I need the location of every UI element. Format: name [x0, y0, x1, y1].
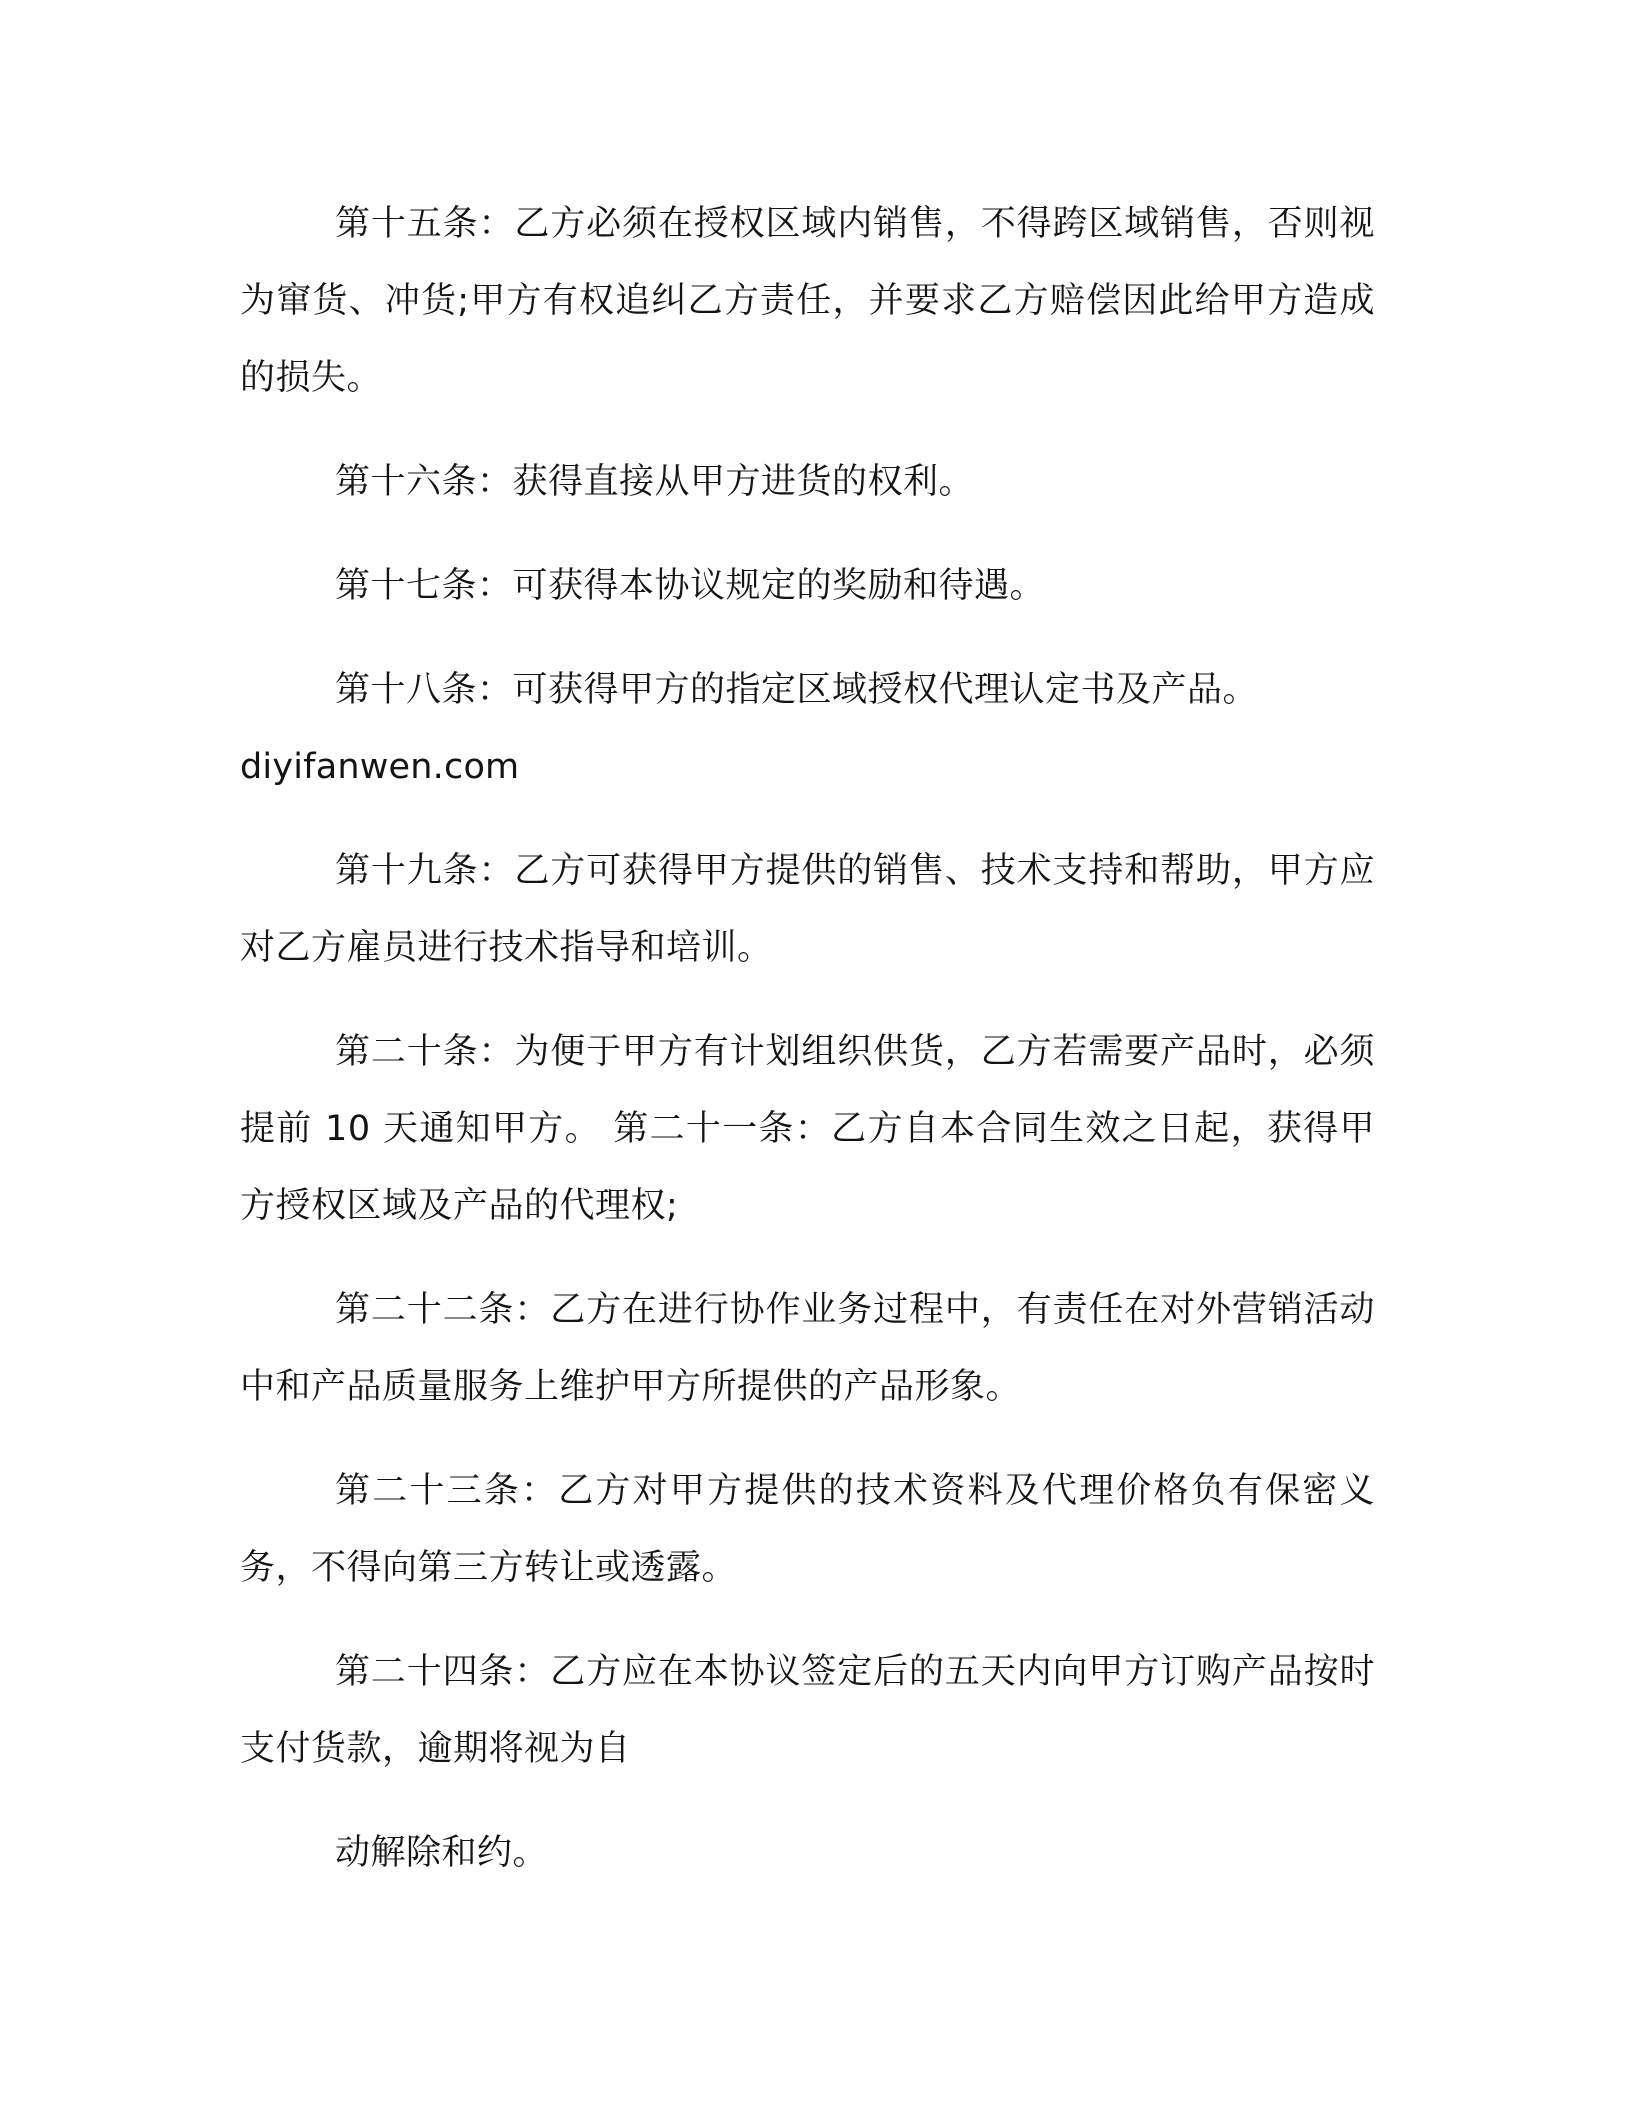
clause-15: 第十五条：乙方必须在授权区域内销售，不得跨区域销售，否则视为窜货、冲货;甲方有权追纠乙方责任，并要求乙方赔偿因此给甲方造成的损失。: [240, 204, 1375, 398]
clause-23: 第二十三条：乙方对甲方提供的技术资料及代理价格负有保密义务，不得向第三方转让或透露。: [240, 1471, 1375, 1588]
clause-22: 第二十二条：乙方在进行协作业务过程中，有责任在对外营销活动中和产品质量服务上维护甲方所提供的产品形象。: [240, 1290, 1375, 1407]
clause-20-21: 第二十条：为便于甲方有计划组织供货，乙方若需要产品时，必须提前 10 天通知甲方。 第二十一条：乙方自本合同生效之日起，获得甲方授权区域及产品的代理权;: [240, 1032, 1375, 1226]
document-body: [240, 186, 1375, 1919]
clause-17: 第十七条：可获得本协议规定的奖励和待遇。: [335, 566, 1046, 606]
website-text: diyifanwen.com: [240, 747, 520, 787]
clause-19: 第十九条：乙方可获得甲方提供的销售、技术支持和帮助，甲方应对乙方雇员进行技术指导和培训。: [240, 851, 1375, 968]
clause-24-continuation: 动解除和约。: [335, 1833, 549, 1873]
clause-16: 第十六条：获得直接从甲方进货的权利。: [335, 462, 975, 502]
clause-24: 第二十四条：乙方应在本协议签定后的五天内向甲方订购产品按时支付货款，逾期将视为自: [240, 1652, 1375, 1769]
clause-18: 第十八条：可获得甲方的指定区域授权代理认定书及产品。: [335, 670, 1259, 710]
